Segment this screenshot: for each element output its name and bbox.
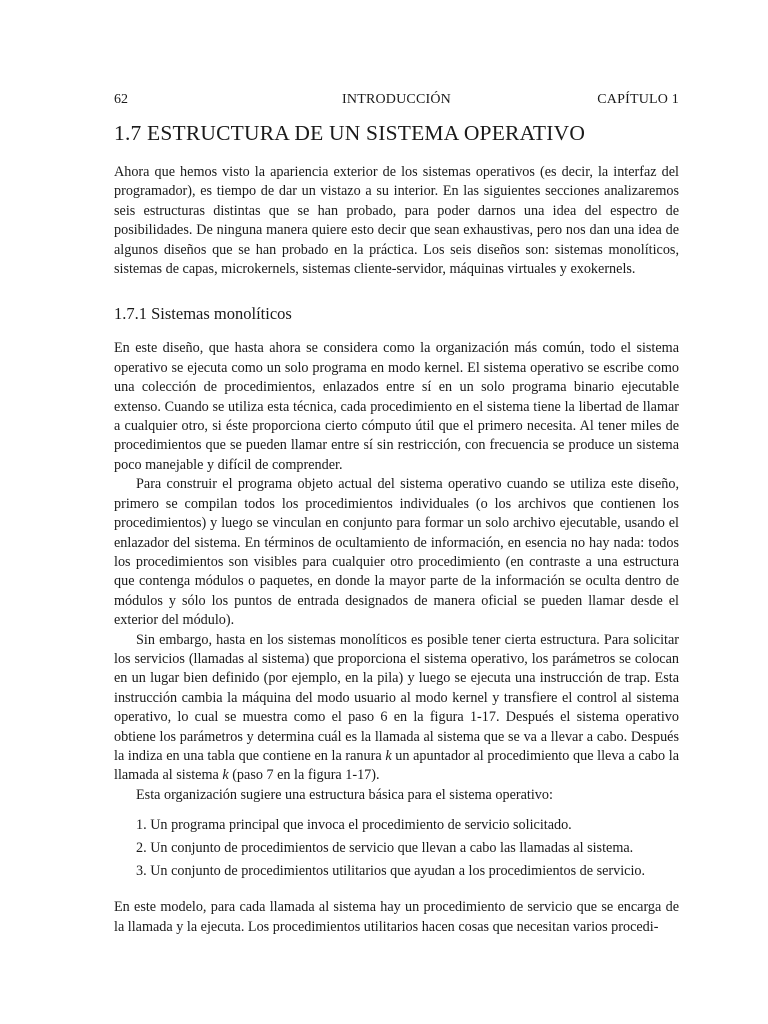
page-body [114, 119, 679, 937]
body-paragraph-4: Esta organización sugiere una estructura básica para el sistema operativo: [136, 786, 553, 803]
body-paragraph-1: En este diseño, que hasta ahora se considera como la organización más común, todo el sistema operativo se ejecuta como un solo programa en modo kernel. El sistema operativo se escribe como una colección de procedimientos, enlazados entre sí en un solo programa binario ejecutable extenso. Cuando se utiliza esta técnica, cada procedimiento en el sistema tiene la libertad de llamar a cualquier otro, si éste proporciona cierto cómputo útil que el primero necesita. Al tener miles de procedimientos que se pueden llamar entre sí sin restricción, con frecuencia se produce un sistema poco manejable y difícil de comprender. [114, 340, 679, 473]
body-paragraph-3 [114, 631, 679, 786]
chapter-label: CAPÍTULO 1 [597, 92, 679, 107]
list-item: 2. Un conjunto de procedimientos de servicio que llevan a cabo las llamadas al sistema. [136, 840, 634, 857]
paragraph-3-text-c: (paso 7 en la figura 1-17). [232, 767, 380, 784]
closing-paragraph: En este modelo, para cada llamada al sistema hay un procedimiento de servicio que se encarga de la llamada y la ejecuta. Los procedimientos utilitarios hacen cosas que necesitan varios procedi- [114, 899, 679, 935]
paragraph-3-text-a: Sin embargo, hasta en los sistemas monolíticos es posible tener cierta estructura. Para solicitar los servicios (llamadas al sistema) que proporciona el sistema operativo, los parámetros se colocan en un lugar bien definido (por ejemplo, en la pila) y luego se ejecuta una instrucción de trap. Esta instrucción cambia la máquina del modo usuario al modo kernel y transfiere el control al sistema operativo, lo cual se muestra como el paso 6 en la figura 1-17. Después el sistema operativo obtiene los parámetros y determina cuál es la llamada al sistema que se va a llevar a cabo. Después la indiza en una tabla que contiene en la ranura [114, 631, 679, 764]
section-heading: 1.7 ESTRUCTURA DE UN SISTEMA OPERATIVO [114, 121, 586, 145]
numbered-list [114, 814, 679, 883]
intro-paragraph: Ahora que hemos visto la apariencia exterior de los sistemas operativos (es decir, la interfaz del programador), es tiempo de dar un vistazo a su interior. En las siguientes secciones analizaremos seis estructuras distintas que se han probado, para poder darnos una idea del espectro de posibilidades. De ninguna manera quiere esto decir que sean exhaustivas, pero nos dan una idea de algunos diseños que se han probado en la práctica. Los seis diseños son: sistemas monolíticos, sistemas de capas, microkernels, sistemas cliente-servidor, máquinas virtuales y exokernels. [114, 164, 679, 278]
running-title: INTRODUCCIÓN [342, 92, 451, 107]
page-number: 62 [114, 92, 128, 107]
paragraph-3-text-b: un apuntador al procedimiento que lleva a cabo la llamada al sistema [114, 747, 679, 784]
list-item: 1. Un programa principal que invoca el procedimiento de servicio solicitado. [136, 817, 572, 834]
body-paragraph-2: Para construir el programa objeto actual del sistema operativo cuando se utiliza este diseño, primero se compilan todos los procedimientos individuales (o los archivos que contienen los procedimientos) y luego se vinculan en conjunto para formar un solo archivo ejecutable, usando el enlazador del sistema. En términos de ocultamiento de información, en esencia no hay nada: todos los procedimientos son visibles para cualquier otro procedimiento (en contraste a una estructura que contenga módulos o paquetes, en donde la mayor parte de la información se oculta dentro de módulos y sólo los puntos de entrada designados de manera oficial se pueden llamar desde el exterior del módulo). [114, 476, 679, 629]
variable-k: k [222, 767, 229, 784]
running-head [114, 90, 679, 110]
variable-k: k [385, 747, 392, 764]
list-item: 3. Un conjunto de procedimientos utilitarios que ayudan a los procedimientos de servicio. [136, 863, 646, 880]
subsection-heading: 1.7.1 Sistemas monolíticos [114, 304, 292, 324]
